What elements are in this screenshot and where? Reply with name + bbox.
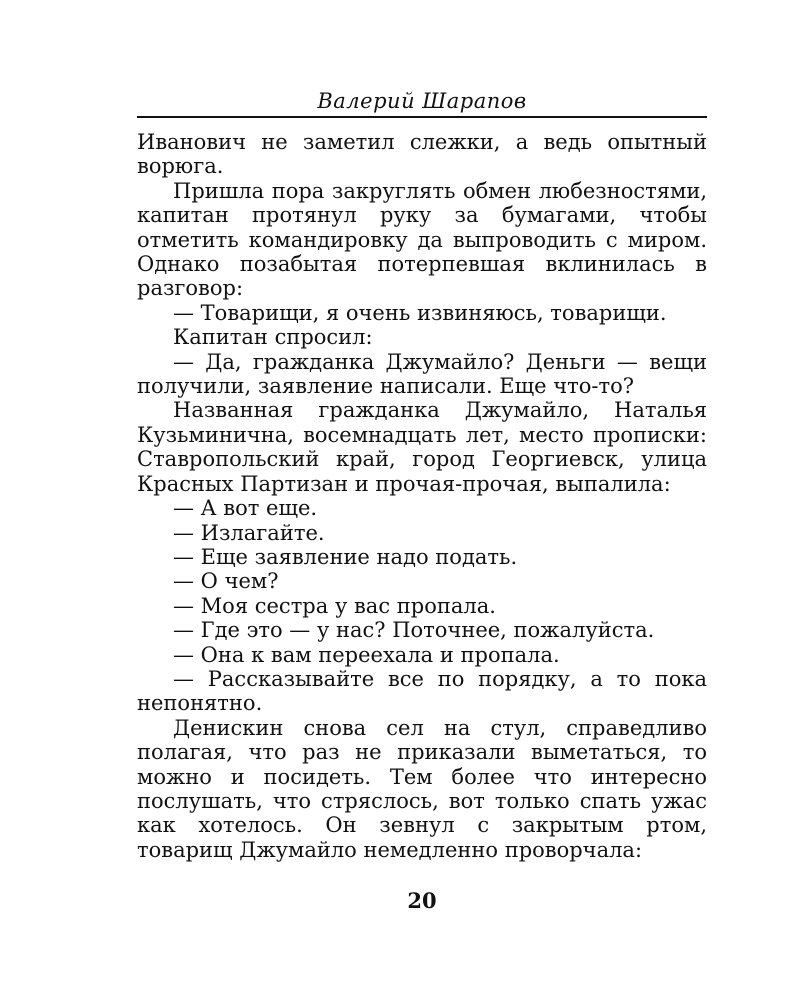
- paragraph: Денискин снова сел на стул, справедливо полагая, что раз не приказали выметаться, то можно и посидеть. Тем более что интересно послушать, что стряслось, вот только спать ужас как хотелось. Он зевнул с закрытым ртом, товарищ Джумайло немедленно проворчала:: [137, 715, 707, 862]
- dialogue-line: — Товарищи, я очень извиняюсь, товарищи.: [173, 300, 667, 325]
- paragraph: Пришла пора закруглять обмен любезностями, капитан протянул руку за бумагами, чтобы отметить командировку да выпроводить с миром. Однако позабытая потерпевшая вклинилась в разговор:: [137, 178, 707, 301]
- page-body: [137, 130, 707, 862]
- paragraph: Названная гражданка Джумайло, Наталья Кузьминична, восемнадцать лет, место прописки: Ставропольский край, город Георгиевск, улица Красных Партизан и прочая-прочая, выпалила:: [137, 398, 707, 496]
- dialogue-line: — Рассказывайте все по порядку, а то пока непонятно.: [137, 666, 707, 716]
- running-header: Валерий Шарапов: [317, 89, 527, 113]
- paragraph: Иванович не заметил слежки, а ведь опытный ворюга.: [137, 130, 707, 179]
- page-number: 20: [407, 888, 437, 913]
- dialogue-line: — Где это — у нас? Поточнее, пожалуйста.: [173, 618, 655, 643]
- dialogue-line: — Она к вам переехала и пропала.: [173, 642, 560, 667]
- dialogue-line: — Да, гражданка Джумайло? Деньги — вещи получили, заявление написали. Еще что-то?: [137, 349, 707, 399]
- dialogue-line: — Еще заявление надо подать.: [173, 544, 518, 569]
- header-rule: [137, 116, 707, 118]
- dialogue-line: — О чем?: [173, 569, 279, 594]
- dialogue-line: — Моя сестра у вас пропала.: [173, 593, 496, 618]
- paragraph: Капитан спросил:: [173, 325, 373, 350]
- dialogue-line: — Излагайте.: [173, 520, 325, 545]
- dialogue-line: — А вот еще.: [173, 496, 318, 521]
